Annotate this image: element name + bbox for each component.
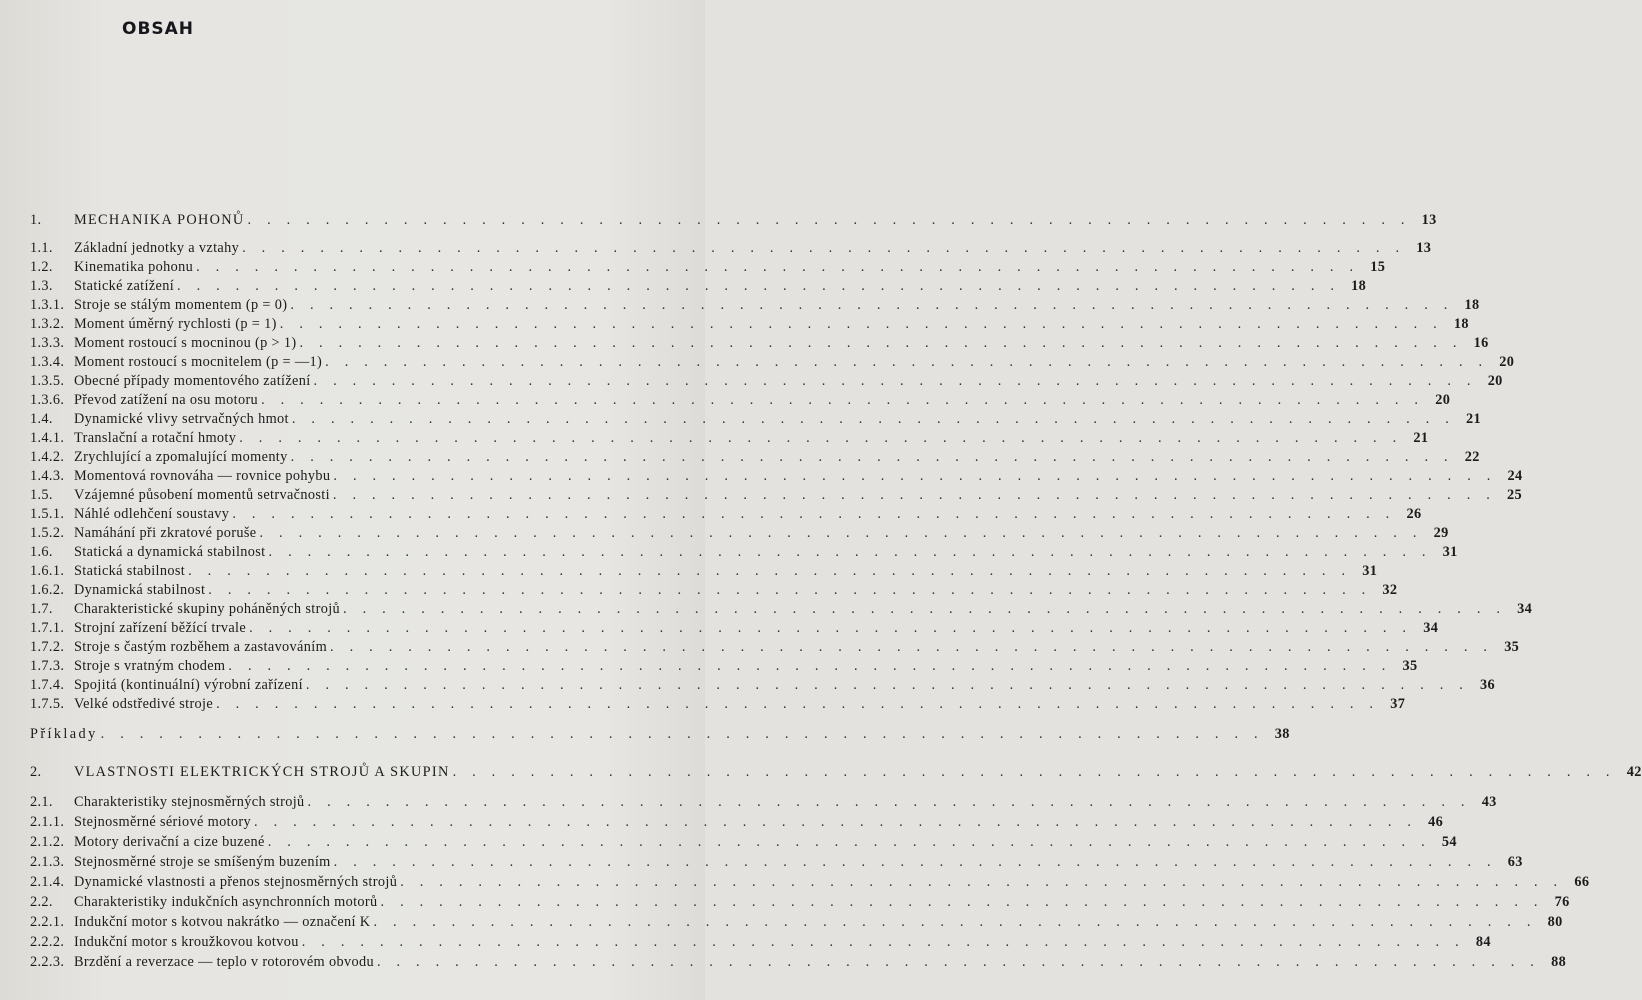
entry-number: 1.7. [30,601,53,617]
entry-number: 1.3.3. [30,335,65,351]
toc-entry [30,238,1432,257]
entry-page: 32 [1382,582,1398,598]
entry-number: 1.7.4. [30,677,65,693]
entry-title: Základní jednotky a vztahy [74,240,240,256]
entry-title: Dynamické vlastnosti a přenos stejnosměrných strojů [74,874,398,890]
entry-number: 1.4.2. [30,449,65,465]
toc-entry [30,352,1515,371]
toc-entry [30,694,1406,713]
dot-leader: . . . . . . . . . . . . . . . . . . . . . . . . . . . . . . . . . . . . . . . . . . . . . . . . . . . . . . . . . . . . [196,259,1360,275]
toc-entry [30,561,1378,580]
dot-leader: . . . . . . . . . . . . . . . . . . . . . . . . . . . . . . . . . . . . . . . . . . . . . . . . . . . . . . . . . . . . [268,544,1432,560]
dot-leader: . . . . . . . . . . . . . . . . . . . . . . . . . . . . . . . . . . . . . . . . . . . . . . . . . . . . . . . . . . . . [247,212,1411,228]
toc-entry [30,466,1523,485]
entry-title: Vzájemné působení momentů setrvačnosti [74,487,330,503]
dot-leader: . . . . . . . . . . . . . . . . . . . . . . . . . . . . . . . . . . . . . . . . . . . . . . . . . . . . . . . . . . . . [267,834,1431,850]
dot-leader: . . . . . . . . . . . . . . . . . . . . . . . . . . . . . . . . . . . . . . . . . . . . . . . . . . . . . . . . . . . . [249,620,1413,636]
dot-leader: . . . . . . . . . . . . . . . . . . . . . . . . . . . . . . . . . . . . . . . . . . . . . . . . . . . . . . . . . . . . [333,854,1497,870]
entry-page: 18 [1453,316,1469,332]
toc-entry [30,523,1449,542]
entry-number: 1.5.2. [30,525,65,541]
entry-number: 1.3.6. [30,392,65,408]
dot-leader: . . . . . . . . . . . . . . . . . . . . . . . . . . . . . . . . . . . . . . . . . . . . . . . . . . . . . . . . . . . . [177,278,1341,294]
entry-title: Stroje s vratným chodem [74,658,226,674]
entry-page: 46 [1428,814,1444,830]
entry-page: 13 [1421,212,1437,228]
toc-entry [30,276,1367,295]
dot-leader: . . . . . . . . . . . . . . . . . . . . . . . . . . . . . . . . . . . . . . . . . . . . . . . . . . . . . . . . . . . . [452,764,1616,780]
dot-leader: . . . . . . . . . . . . . . . . . . . . . . . . . . . . . . . . . . . . . . . . . . . . . . . . . . . . . . . . . . . . [290,449,1454,465]
entry-title: Charakteristiky indukčních asynchronních motorů [74,894,378,910]
entry-number: 1.7.3. [30,658,65,674]
dot-leader: . . . . . . . . . . . . . . . . . . . . . . . . . . . . . . . . . . . . . . . . . . . . . . . . . . . . . . . . . . . . [261,392,1425,408]
entry-page: 84 [1475,934,1491,950]
dot-leader: . . . . . . . . . . . . . . . . . . . . . . . . . . . . . . . . . . . . . . . . . . . . . . . . . . . . . . . . . . . . [291,411,1456,427]
entry-number: 2.2.2. [30,934,65,950]
entry-number: 1.4.3. [30,468,65,484]
entry-title: Momentová rovnováha — rovnice pohybu [74,468,331,484]
toc-entry [30,932,1491,951]
dot-leader: . . . . . . . . . . . . . . . . . . . . . . . . . . . . . . . . . . . . . . . . . . . . . . . . . . . . . . . . . . . . [239,430,1403,446]
entry-title: Stejnosměrné sériové motory [74,814,252,830]
toc-entry [30,724,1290,743]
dot-leader: . . . . . . . . . . . . . . . . . . . . . . . . . . . . . . . . . . . . . . . . . . . . . . . . . . . . . . . . . . . . [242,240,1406,256]
entry-number: 2.1.2. [30,834,65,850]
toc-entry [30,333,1489,352]
page-heading: OBSAH [122,19,195,39]
entry-page: 43 [1481,794,1497,810]
dot-leader: . . . . . . . . . . . . . . . . . . . . . . . . . . . . . . . . . . . . . . . . . . . . . . . . . . . . . . . . . . . . [279,316,1443,332]
entry-title: Motory derivační a cize buzené [74,834,265,850]
entry-page: 21 [1413,430,1429,446]
entry-page: 18 [1464,297,1480,313]
entry-page: 20 [1487,373,1503,389]
entry-number: 1.3. [30,278,53,294]
toc-entry [30,371,1503,390]
toc-entry [30,912,1563,931]
entry-number: 2.1.3. [30,854,65,870]
entry-number: 1.7.5. [30,696,65,712]
entry-page: 36 [1480,677,1496,693]
entry-title: VLASTNOSTI ELEKTRICKÝCH STROJŮ A SKUPIN [74,764,450,780]
toc-entry [30,542,1458,561]
entry-page: 34 [1517,601,1533,617]
entry-number: 2.2.1. [30,914,65,930]
dot-leader: . . . . . . . . . . . . . . . . . . . . . . . . . . . . . . . . . . . . . . . . . . . . . . . . . . . . . . . . . . . . [208,582,1372,598]
entry-number: 2.2.3. [30,954,65,970]
toc-entry [30,599,1533,618]
entry-number: 2.1.1. [30,814,65,830]
toc-entry [30,314,1469,333]
entry-title: Kinematika pohonu [74,259,194,275]
dot-leader: . . . . . . . . . . . . . . . . . . . . . . . . . . . . . . . . . . . . . . . . . . . . . . . . . . . . . . . . . . . . [313,373,1477,389]
entry-page: 29 [1433,525,1449,541]
toc-entry [30,295,1480,314]
toc-entry [30,812,1444,831]
entry-number: 1.3.2. [30,316,65,332]
entry-number: 2.1. [30,794,53,810]
toc-entry [30,390,1451,409]
toc-entry [30,762,1642,781]
entry-page: 37 [1390,696,1406,712]
toc-entry [30,852,1523,871]
entry-title: Příklady [30,726,98,742]
toc-entry [30,872,1590,891]
entry-title: Charakteristiky stejnosměrných strojů [74,794,305,810]
entry-title: Indukční motor s kroužkovou kotvou [74,934,299,950]
entry-number: 2.2. [30,894,53,910]
entry-page: 31 [1442,544,1458,560]
entry-page: 25 [1507,487,1523,503]
toc-entry [30,257,1386,276]
dot-leader: . . . . . . . . . . . . . . . . . . . . . . . . . . . . . . . . . . . . . . . . . . . . . . . . . . . . . . . . . . . . [376,954,1541,970]
entry-number: 1.6. [30,544,53,560]
entry-title: Náhlé odlehčení soustavy [74,506,230,522]
entry-title: MECHANIKA POHONŮ [74,212,245,228]
entry-page: 22 [1464,449,1480,465]
entry-number: 2. [30,764,42,780]
dot-leader: . . . . . . . . . . . . . . . . . . . . . . . . . . . . . . . . . . . . . . . . . . . . . . . . . . . . . . . . . . . . [307,794,1471,810]
entry-title: Moment rostoucí s mocnitelem (p = —1) [74,354,323,370]
entry-title: Moment rostoucí s mocninou (p > 1) [74,335,297,351]
entry-title: Statické zatížení [74,278,175,294]
toc-entry [30,792,1497,811]
dot-leader: . . . . . . . . . . . . . . . . . . . . . . . . . . . . . . . . . . . . . . . . . . . . . . . . . . . . . . . . . . . . [299,335,1463,351]
entry-title: Stejnosměrné stroje se smíšeným buzením [74,854,331,870]
entry-number: 1.4.1. [30,430,65,446]
dot-leader: . . . . . . . . . . . . . . . . . . . . . . . . . . . . . . . . . . . . . . . . . . . . . . . . . . . . . . . . . . . . [332,487,1497,503]
entry-page: 76 [1554,894,1570,910]
entry-title: Moment úměrný rychlosti (p = 1) [74,316,277,332]
entry-number: 1.7.2. [30,639,65,655]
entry-title: Dynamické vlivy setrvačných hmot [74,411,289,427]
dot-leader: . . . . . . . . . . . . . . . . . . . . . . . . . . . . . . . . . . . . . . . . . . . . . . . . . . . . . . . . . . . . [216,696,1380,712]
entry-title: Brzdění a reverzace — teplo v rotorovém obvodu [74,954,374,970]
entry-title: Charakteristické skupiny poháněných strojů [74,601,341,617]
entry-title: Namáhání při zkratové poruše [74,525,257,541]
toc-entry [30,832,1457,851]
toc-entry [30,637,1520,656]
entry-title: Translační a rotační hmoty [74,430,237,446]
entry-title: Statická a dynamická stabilnost [74,544,266,560]
entry-number: 1.2. [30,259,53,275]
entry-title: Stroje s častým rozběhem a zastavováním [74,639,328,655]
dot-leader: . . . . . . . . . . . . . . . . . . . . . . . . . . . . . . . . . . . . . . . . . . . . . . . . . . . . . . . . . . . . [400,874,1564,890]
entry-title: Stroje se stálým momentem (p = 0) [74,297,288,313]
dot-leader: . . . . . . . . . . . . . . . . . . . . . . . . . . . . . . . . . . . . . . . . . . . . . . . . . . . . . . . . . . . . [333,468,1497,484]
dot-leader: . . . . . . . . . . . . . . . . . . . . . . . . . . . . . . . . . . . . . . . . . . . . . . . . . . . . . . . . . . . . [188,563,1352,579]
entry-page: 21 [1466,411,1482,427]
entry-page: 20 [1435,392,1451,408]
entry-number: 1.3.4. [30,354,65,370]
toc-entry [30,210,1437,229]
entry-number: 1.6.1. [30,563,65,579]
entry-page: 18 [1351,278,1367,294]
dot-leader: . . . . . . . . . . . . . . . . . . . . . . . . . . . . . . . . . . . . . . . . . . . . . . . . . . . . . . . . . . . . [100,726,1264,742]
dot-leader: . . . . . . . . . . . . . . . . . . . . . . . . . . . . . . . . . . . . . . . . . . . . . . . . . . . . . . . . . . . . [325,354,1489,370]
entry-page: 35 [1402,658,1418,674]
toc-entry [30,675,1496,694]
entry-number: 1. [30,212,42,228]
entry-page: 35 [1504,639,1520,655]
dot-leader: . . . . . . . . . . . . . . . . . . . . . . . . . . . . . . . . . . . . . . . . . . . . . . . . . . . . . . . . . . . . [232,506,1396,522]
dot-leader: . . . . . . . . . . . . . . . . . . . . . . . . . . . . . . . . . . . . . . . . . . . . . . . . . . . . . . . . . . . . [380,894,1544,910]
entry-number: 1.3.1. [30,297,65,313]
toc-entry [30,952,1567,971]
entry-page: 16 [1473,335,1489,351]
dot-leader: . . . . . . . . . . . . . . . . . . . . . . . . . . . . . . . . . . . . . . . . . . . . . . . . . . . . . . . . . . . . [330,639,1494,655]
dot-leader: . . . . . . . . . . . . . . . . . . . . . . . . . . . . . . . . . . . . . . . . . . . . . . . . . . . . . . . . . . . . [305,677,1470,693]
toc-entry [30,485,1523,504]
dot-leader: . . . . . . . . . . . . . . . . . . . . . . . . . . . . . . . . . . . . . . . . . . . . . . . . . . . . . . . . . . . . [343,601,1507,617]
entry-title: Obecné případy momentového zatížení [74,373,311,389]
entry-page: 54 [1441,834,1457,850]
entry-title: Zrychlující a zpomalující momenty [74,449,288,465]
dot-leader: . . . . . . . . . . . . . . . . . . . . . . . . . . . . . . . . . . . . . . . . . . . . . . . . . . . . . . . . . . . . [254,814,1418,830]
entry-title: Strojní zařízení běžící trvale [74,620,247,636]
entry-title: Dynamická stabilnost [74,582,206,598]
entry-page: 24 [1507,468,1523,484]
entry-number: 2.1.4. [30,874,65,890]
entry-title: Velké odstředivé stroje [74,696,214,712]
entry-number: 1.5. [30,487,53,503]
toc-entry [30,447,1480,466]
entry-number: 1.4. [30,411,53,427]
entry-number: 1.1. [30,240,53,256]
entry-page: 34 [1423,620,1439,636]
toc-entry [30,409,1482,428]
entry-page: 63 [1507,854,1523,870]
entry-title: Převod zatížení na osu motoru [74,392,259,408]
entry-number: 1.7.1. [30,620,65,636]
entry-number: 1.6.2. [30,582,65,598]
entry-title: Spojitá (kontinuální) výrobní zařízení [74,677,303,693]
toc-entry [30,428,1429,447]
toc-entry [30,618,1439,637]
dot-leader: . . . . . . . . . . . . . . . . . . . . . . . . . . . . . . . . . . . . . . . . . . . . . . . . . . . . . . . . . . . . [301,934,1465,950]
entry-number: 1.3.5. [30,373,65,389]
entry-page: 66 [1574,874,1590,890]
entry-title: Indukční motor s kotvou nakrátko — označení K [74,914,371,930]
toc-entry [30,504,1422,523]
toc-entry [30,656,1418,675]
dot-leader: . . . . . . . . . . . . . . . . . . . . . . . . . . . . . . . . . . . . . . . . . . . . . . . . . . . . . . . . . . . . [373,914,1537,930]
entry-title: Statická stabilnost [74,563,186,579]
entry-page: 80 [1547,914,1563,930]
entry-page: 42 [1626,764,1642,780]
entry-page: 15 [1370,259,1386,275]
entry-page: 38 [1274,726,1290,742]
entry-page: 20 [1499,354,1515,370]
toc-entry [30,580,1398,599]
entry-number: 1.5.1. [30,506,65,522]
toc-entry [30,892,1570,911]
dot-leader: . . . . . . . . . . . . . . . . . . . . . . . . . . . . . . . . . . . . . . . . . . . . . . . . . . . . . . . . . . . . [259,525,1423,541]
entry-page: 26 [1406,506,1422,522]
entry-page: 13 [1416,240,1432,256]
dot-leader: . . . . . . . . . . . . . . . . . . . . . . . . . . . . . . . . . . . . . . . . . . . . . . . . . . . . . . . . . . . . [290,297,1454,313]
dot-leader: . . . . . . . . . . . . . . . . . . . . . . . . . . . . . . . . . . . . . . . . . . . . . . . . . . . . . . . . . . . . [228,658,1392,674]
entry-page: 88 [1551,954,1567,970]
entry-page: 31 [1362,563,1378,579]
